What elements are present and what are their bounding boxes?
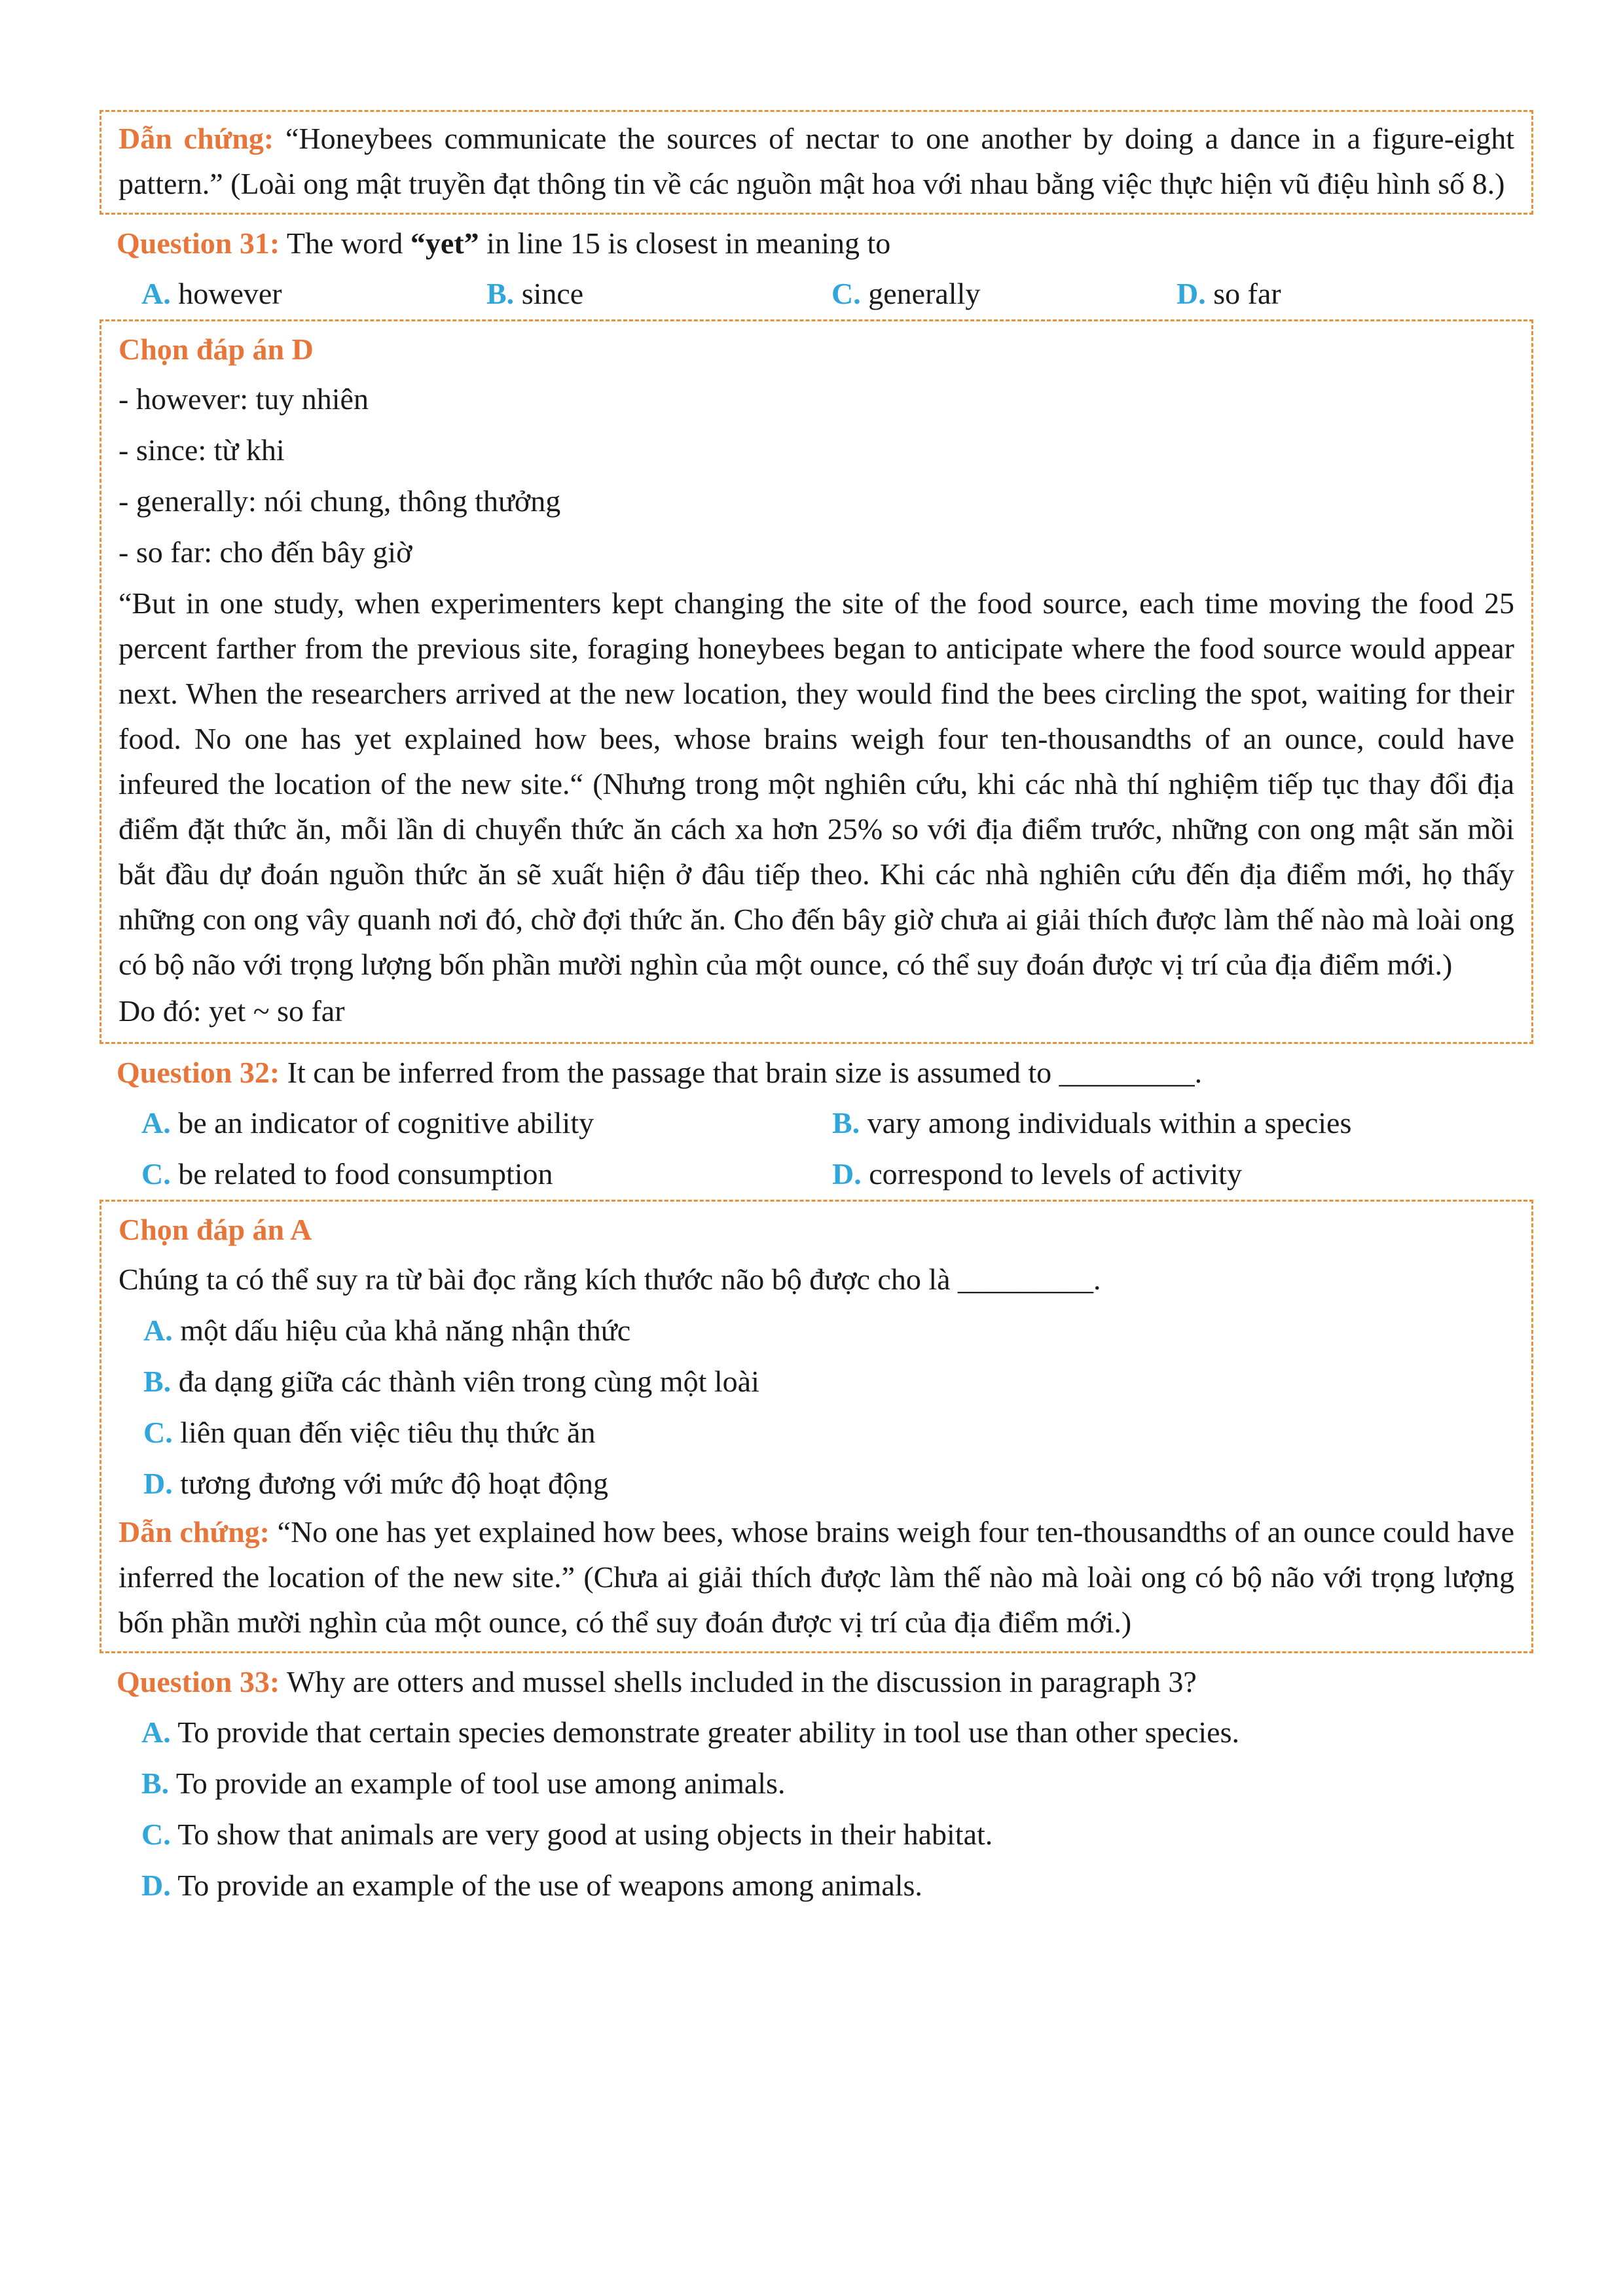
option-text: liên quan đến việc tiêu thụ thức ăn <box>172 1416 596 1449</box>
translation-intro: Chúng ta có thể suy ra từ bài đọc rằng kích thước não bộ được cho là _________. <box>119 1263 1101 1296</box>
evidence-box-q30 <box>100 110 1533 215</box>
option-a <box>141 1707 1533 1758</box>
question-32-text: It can be inferred from the passage that brain size is assumed to _________. <box>280 1056 1203 1089</box>
option-c <box>831 268 1176 319</box>
question-33 <box>100 1657 1533 1707</box>
question-32-options-row-1 <box>100 1098 1533 1149</box>
evidence-text: “No one has yet explained how bees, whose brains weigh four ten-thousandths of an ounce could have inferred the location of the new site.” (Chưa ai giải thích được làm thế nào mà loài ong có bộ não với trọng lượng bốn phần mười nghìn của một ounce, có thể suy đoán được vị trí của địa điểm mới.) <box>119 1515 1514 1639</box>
translated-option-d <box>119 1458 1514 1509</box>
option-text: correspond to levels of activity <box>861 1157 1242 1191</box>
option-letter: C. <box>143 1416 173 1449</box>
evidence-paragraph <box>119 1509 1514 1645</box>
option-letter: A. <box>141 277 171 310</box>
option-text: tương đương với mức độ hoạt động <box>172 1467 608 1500</box>
option-letter: B. <box>143 1365 172 1398</box>
question-31-text-end: in line 15 is closest in meaning to <box>479 226 891 260</box>
question-31-label: Question 31: <box>117 226 280 260</box>
option-text: To provide that certain species demonstrate greater ability in tool use than other species. <box>170 1715 1239 1749</box>
question-33-options <box>100 1707 1533 1911</box>
option-letter: A. <box>141 1106 171 1139</box>
option-text: To provide an example of tool use among animals. <box>169 1767 786 1800</box>
evidence-text: “Honeybees communicate the sources of nectar to one another by doing a dance in a figure-eight pattern.” (Loài ong mật truyền đạt thông tin về các nguồn mật hoa với nhau bằng việc thực hiện vũ điệu hình số 8.) <box>119 122 1514 200</box>
option-d <box>1176 268 1522 319</box>
option-letter: D. <box>141 1869 171 1902</box>
option-text: generally <box>860 277 981 310</box>
question-33-text: Why are otters and mussel shells included in the discussion in paragraph 3? <box>280 1665 1197 1698</box>
translated-option-a <box>119 1305 1514 1356</box>
answer-label: Chọn đáp án A <box>119 1213 312 1246</box>
option-b <box>486 268 831 319</box>
option-text: đa dạng giữa các thành viên trong cùng một loài <box>171 1365 759 1398</box>
option-letter: B. <box>832 1106 860 1139</box>
option-b <box>141 1758 1533 1809</box>
question-32-options-row-2 <box>100 1149 1533 1200</box>
option-text: however <box>170 277 282 310</box>
option-a <box>141 268 486 319</box>
option-a <box>141 1098 832 1149</box>
definition-item: - since: từ khi <box>119 433 285 467</box>
option-c <box>141 1809 1533 1860</box>
option-b <box>832 1098 1523 1149</box>
option-c <box>141 1149 832 1200</box>
option-letter: B. <box>486 277 515 310</box>
definition-item: - so far: cho đến bây giờ <box>119 535 412 569</box>
question-32 <box>100 1048 1533 1098</box>
option-text: vary among individuals within a species <box>860 1106 1352 1139</box>
option-letter: A. <box>141 1715 171 1749</box>
option-letter: A. <box>143 1314 173 1347</box>
answer-box-q31 <box>100 319 1533 1044</box>
translated-option-b <box>119 1356 1514 1407</box>
option-text: be an indicator of cognitive ability <box>170 1106 594 1139</box>
option-text: so far <box>1205 277 1281 310</box>
option-letter: C. <box>141 1818 171 1851</box>
option-text: since <box>514 277 584 310</box>
option-letter: D. <box>1176 277 1206 310</box>
option-d <box>141 1860 1533 1911</box>
question-31 <box>100 219 1533 268</box>
answer-label: Chọn đáp án D <box>119 332 314 366</box>
option-letter: D. <box>143 1467 173 1500</box>
option-text: To provide an example of the use of weapons among animals. <box>170 1869 922 1902</box>
answer-box-q32 <box>100 1200 1533 1653</box>
translated-option-c <box>119 1407 1514 1458</box>
page-content <box>100 110 1533 1911</box>
evidence-label: Dẫn chứng: <box>119 1515 270 1549</box>
question-32-label: Question 32: <box>117 1056 280 1089</box>
question-33-label: Question 33: <box>117 1665 280 1698</box>
option-text: To show that animals are very good at using objects in their habitat. <box>170 1818 993 1851</box>
definition-item: - generally: nói chung, thông thưởng <box>119 484 561 518</box>
question-31-text: The word <box>280 226 410 260</box>
option-d <box>832 1149 1523 1200</box>
evidence-label: Dẫn chứng: <box>119 122 274 155</box>
evidence-paragraph <box>119 116 1514 206</box>
option-letter: B. <box>141 1767 170 1800</box>
quote-paragraph: “But in one study, when experimenters kept changing the site of the food source, each time moving the food 25 percent farther from the previous site, foraging honeybees began to anticipate where the food source would appear next. When the researchers arrived at the new location, they would find the bees circling the spot, waiting for their food. No one has yet explained how bees, whose brains weigh four ten-thousandths of an ounce, could have infeured the location of the new site.“ (Nhưng trong một nghiên cứu, khi các nhà thí nghiệm tiếp tục thay đổi địa điểm đặt thức ăn, mỗi lần di chuyển thức ăn cách xa hơn 25% so với địa điểm trước, những con ong mật săn mồi bắt đầu dự đoán nguồn thức ăn sẽ xuất hiện ở đâu tiếp theo. Khi các nhà nghiên cứu đến địa điểm mới, họ thấy những con ong vây quanh nơi đó, chờ đợi thức ăn. Cho đến bây giờ chưa ai giải thích được làm thế nào mà loài ong có bộ não với trọng lượng bốn phần mười nghìn của một ounce, có thể suy đoán được vị trí của địa điểm mới.) <box>119 586 1514 981</box>
option-text: một dấu hiệu của khả năng nhận thức <box>172 1314 631 1347</box>
question-31-keyword: “yet” <box>410 226 479 260</box>
option-text: be related to food consumption <box>170 1157 553 1191</box>
question-31-options <box>100 268 1533 319</box>
option-letter: D. <box>832 1157 862 1191</box>
option-letter: C. <box>141 1157 171 1191</box>
conclusion: Do đó: yet ~ so far <box>119 994 345 1028</box>
definition-item: - however: tuy nhiên <box>119 382 369 416</box>
option-letter: C. <box>831 277 861 310</box>
